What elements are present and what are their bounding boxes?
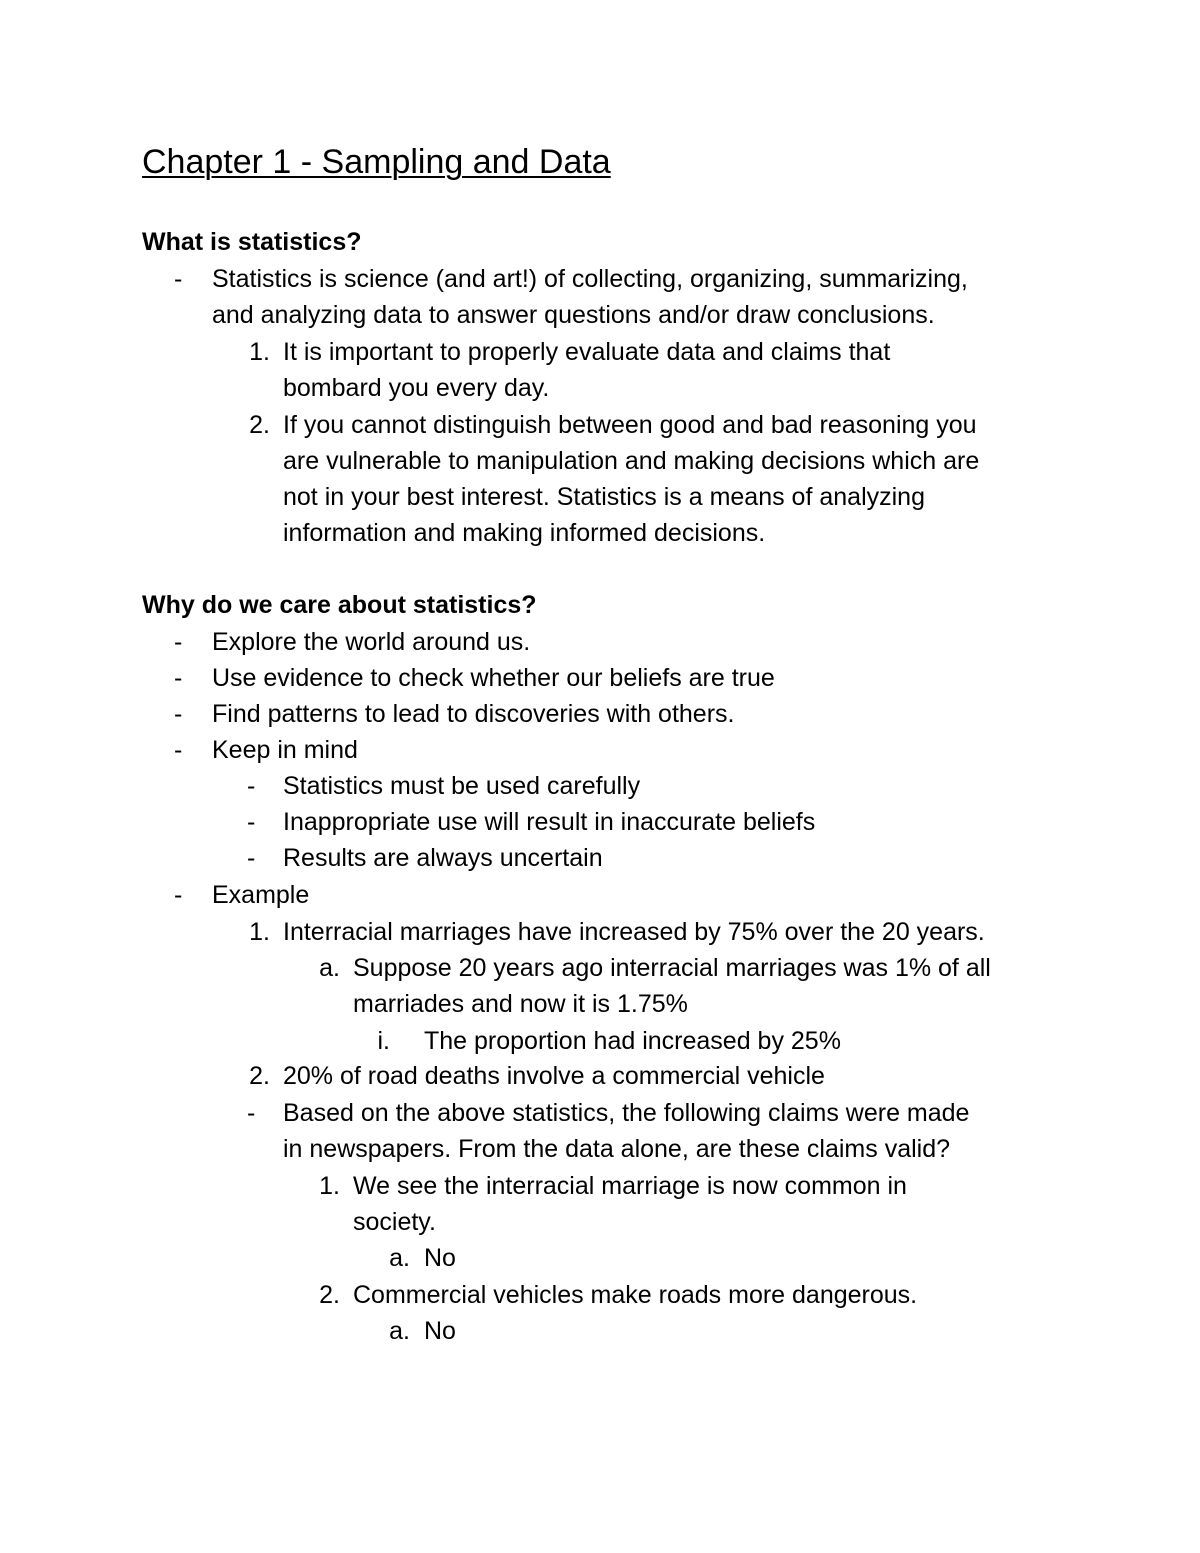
bullet-patterns: Find patterns to lead to discoveries with others. — [212, 700, 735, 728]
list-letter: a. — [389, 1244, 410, 1272]
list-letter: a. — [389, 1317, 410, 1345]
section-heading-what-is-statistics: What is statistics? — [142, 228, 362, 256]
claim-2: Commercial vehicles make roads more dangerous. — [353, 1281, 918, 1309]
list-item-2-line-3: not in your best interest. Statistics is a means of analyzing — [283, 483, 925, 511]
claims-intro-line-2: in newspapers. From the data alone, are these claims valid? — [283, 1135, 951, 1163]
bullet-dash: - — [174, 664, 183, 692]
claim-2-answer: No — [424, 1317, 456, 1345]
bullet-example: Example — [212, 881, 310, 909]
list-number: 2. — [249, 411, 270, 439]
list-item-2-line-1: If you cannot distinguish between good and bad reasoning you — [283, 411, 977, 439]
bullet-evidence: Use evidence to check whether our beliefs are true — [212, 664, 775, 692]
sub-bullet-dash: - — [247, 844, 256, 872]
list-number: 1. — [249, 918, 270, 946]
list-number: 1. — [319, 1172, 340, 1200]
sub-bullet-inappropriate: Inappropriate use will result in inaccurate beliefs — [283, 808, 816, 836]
list-item-1-line-2: bombard you every day. — [283, 374, 550, 402]
list-number: 2. — [319, 1281, 340, 1309]
section-heading-why-care: Why do we care about statistics? — [142, 591, 537, 619]
list-item-2-line-2: are vulnerable to manipulation and making decisions which are — [283, 447, 980, 475]
sub-bullet-uncertain: Results are always uncertain — [283, 844, 603, 872]
list-roman: i. — [377, 1027, 390, 1055]
definition-line-2: and analyzing data to answer questions and/or draw conclusions. — [212, 301, 935, 329]
sub-bullet-carefully: Statistics must be used carefully — [283, 772, 641, 800]
example-1: Interracial marriages have increased by 75% over the 20 years. — [283, 918, 985, 946]
bullet-dash: - — [174, 265, 183, 293]
example-2: 20% of road deaths involve a commercial vehicle — [283, 1062, 825, 1090]
sub-bullet-dash: - — [247, 808, 256, 836]
list-item-1-line-1: It is important to properly evaluate data and claims that — [283, 338, 891, 366]
list-item-2-line-4: information and making informed decisions. — [283, 519, 766, 547]
sub-bullet-dash: - — [247, 772, 256, 800]
claim-1-answer: No — [424, 1244, 456, 1272]
bullet-dash: - — [174, 628, 183, 656]
sub-bullet-dash: - — [247, 1099, 256, 1127]
list-number: 1. — [249, 338, 270, 366]
example-1a-line-1: Suppose 20 years ago interracial marriages was 1% of all — [353, 954, 991, 982]
example-1ai: The proportion had increased by 25% — [424, 1027, 841, 1055]
list-letter: a. — [319, 954, 340, 982]
claim-1-line-1: We see the interracial marriage is now common in — [353, 1172, 907, 1200]
definition-line-1: Statistics is science (and art!) of collecting, organizing, summarizing, — [212, 265, 968, 293]
list-number: 2. — [249, 1062, 270, 1090]
example-1a-line-2: marriades and now it is 1.75% — [353, 990, 688, 1018]
bullet-dash: - — [174, 736, 183, 764]
bullet-keep-in-mind: Keep in mind — [212, 736, 358, 764]
bullet-dash: - — [174, 881, 183, 909]
claim-1-line-2: society. — [353, 1208, 436, 1236]
claims-intro-line-1: Based on the above statistics, the following claims were made — [283, 1099, 970, 1127]
bullet-dash: - — [174, 700, 183, 728]
bullet-explore: Explore the world around us. — [212, 628, 531, 656]
page-title: Chapter 1 - Sampling and Data — [142, 143, 611, 181]
